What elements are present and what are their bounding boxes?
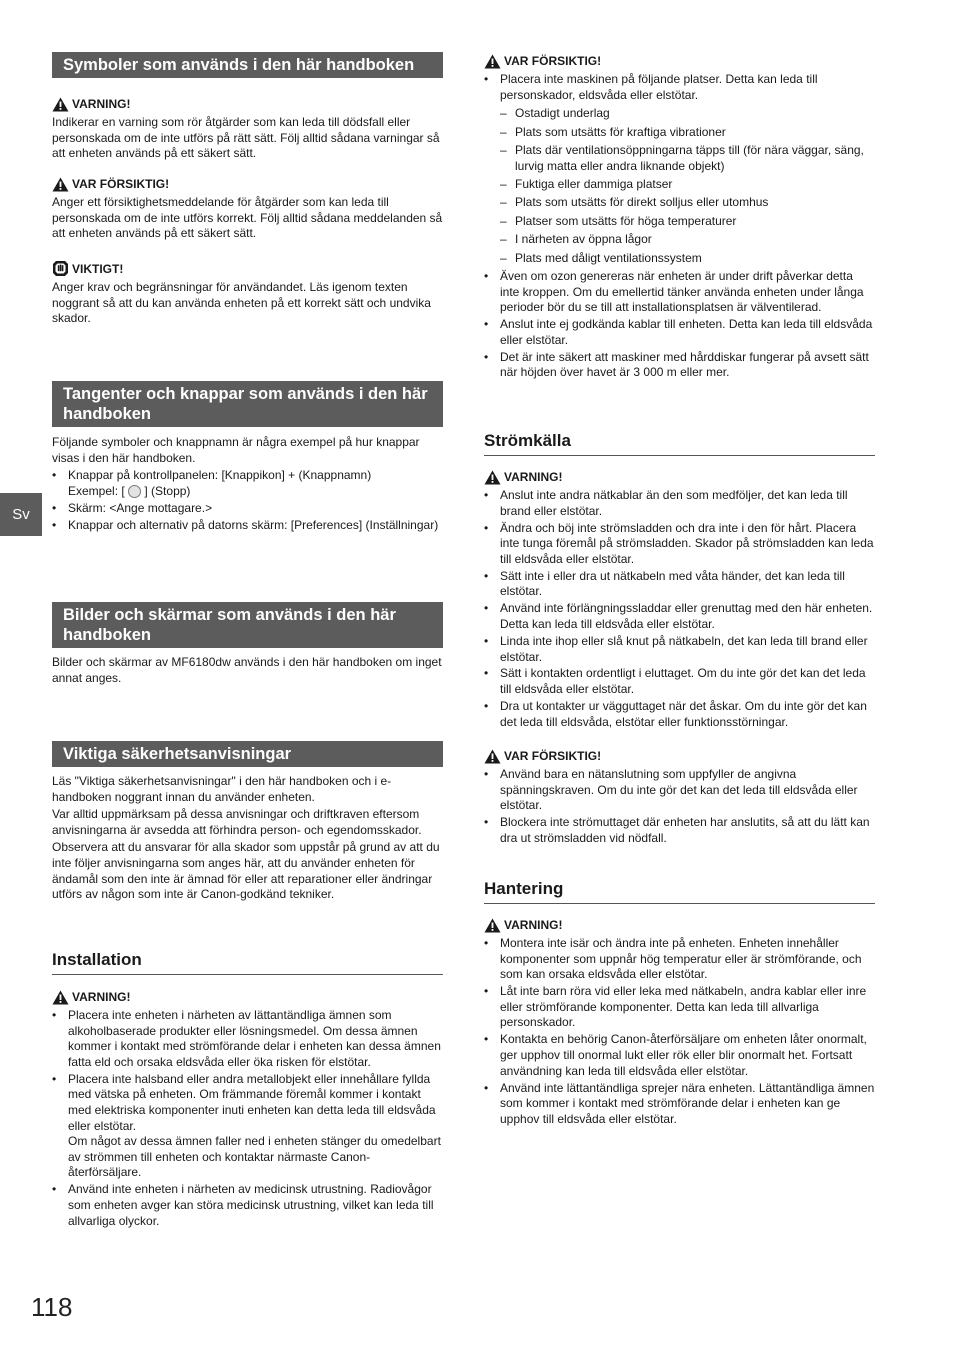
keys-item-panel: Knappar på kontrollpanelen: [Knappikon] + (Knappnamn) — [68, 468, 372, 483]
list-item: • Kontakta en behörig Canon-återförsäljare om enheten låter onormalt, ger upphov till onormal lukt eller rök eller blir onormalt het. Fortsatt användning kan leda till eldsvåda eller elstötar. — [484, 1032, 875, 1079]
power-warning-block — [484, 469, 875, 732]
warning-triangle-icon — [484, 54, 501, 69]
list-item-continuation: Om något av dessa ämnen faller ned i enheten stänger du omedelbart av strömmen till enheten och kontaktar närmaste Canon-återförsäljare. — [68, 1134, 441, 1180]
list-item: • Blockera inte strömuttaget där enheten har anslutits, så att du lätt kan dra ut strömsladden vid nödfall. — [484, 815, 875, 846]
safety-paragraph: Var alltid uppmärksam på dessa anvisningar och driftkraven eftersom anvisningarna är avsedda att förhindra person- och egendomsskador. — [52, 807, 422, 837]
important-label: VIKTIGT! — [72, 261, 124, 276]
keys-example-suffix: ] (Stopp) — [144, 483, 191, 498]
list-item: • Knappar och alternativ på datorns skärm: [Preferences] (Inställningar) — [52, 518, 443, 534]
caution-heading — [484, 748, 875, 764]
section-header-keys: Tangenter och knappar som används i den här handboken — [52, 381, 443, 427]
section-header-images: Bilder och skärmar som används i den här handboken — [52, 602, 443, 648]
list-item: • Anslut inte andra nätkablar än den som medföljer, det kan leda till brand eller elstötar. — [484, 488, 875, 519]
keys-content — [52, 435, 443, 535]
list-item: • Dra ut kontakter ur vägguttaget när det åskar. Om du inte gör det kan det leda till eldsvåda, elstötar eller funktionsstörningar. — [484, 699, 875, 730]
warning-heading — [52, 96, 443, 112]
warning-heading — [484, 917, 875, 933]
caution-label: VAR FÖRSIKTIG! — [72, 177, 170, 191]
warning-label: VARNING! — [72, 990, 131, 1004]
sublist-item: – Platser som utsätts för höga temperaturer — [484, 214, 875, 230]
handling-warning-block — [484, 917, 875, 1129]
safety-paragraph: Läs "Viktiga säkerhetsanvisningar" i den här handboken och i e-handboken noggrant innan du använder enheten. — [52, 774, 392, 804]
list-item-text: Placera inte maskinen på följande platser. Detta kan leda till personskador, eldsvåda eller elstötar. — [500, 72, 818, 102]
sublist-item: – Fuktiga eller dammiga platser — [484, 177, 875, 193]
installation-caution-block — [484, 53, 875, 382]
warning-triangle-icon — [52, 990, 69, 1005]
section-heading-installation: Installation — [52, 950, 443, 975]
handling-warning-list — [484, 936, 875, 1127]
list-item: • Använd inte enheten i närheten av medicinsk utrustning. Radiovågor som enheten avger kan störa medicinsk utrustning, vilket kan leda till allvarliga olyckor. — [52, 1182, 443, 1229]
stop-key-icon — [128, 485, 141, 498]
keys-example-prefix: Exempel: [ — [68, 483, 125, 498]
safety-paragraph: Observera att du ansvarar för alla skador som uppstår på grund av att du inte följer anvisningarna som anges här, att du använder enheten för ändamål som den inte är ämnad för eller att reparationer eller ändringar utförs av någon som inte är Canon-godkänd tekniker. — [52, 840, 440, 902]
installation-caution-list — [484, 72, 875, 381]
language-tab — [0, 493, 42, 536]
sublist-item: – Plats som utsätts för direkt solljus eller utomhus — [484, 195, 875, 211]
important-icon — [52, 260, 69, 277]
list-item: • Ändra och böj inte strömsladden och dra inte i den för hårt. Placera inte tunga föremål på strömsladden. Skador på strömsladden kan leda till eldsvåda eller elstötar. — [484, 521, 875, 568]
warning-label: VARNING! — [72, 97, 131, 111]
power-warning-list — [484, 488, 875, 730]
symbols-warning-block — [52, 96, 443, 162]
section-heading-handling: Hantering — [484, 879, 875, 904]
list-item: • Placera inte enheten i närheten av lättantändliga ämnen som alkoholbaserade produkter eller lösningsmedel. Om dessa ämnen kommer i kontakt med strömförande delar i enheten kan dessa ämnen fatta eld och orsaka eldsvåda eller öka risken för elstötar. — [52, 1008, 443, 1070]
images-description: Bilder och skärmar av MF6180dw används i den här handboken om inget annat anges. — [52, 655, 442, 685]
power-caution-block — [484, 748, 875, 848]
warning-label: VARNING! — [504, 918, 563, 932]
sublist-item: – Plats där ventilationsöppningarna täpps till (för nära väggar, säng, lurvig matta eller andra liknande objekt) — [484, 143, 875, 174]
list-item: • Använd inte förlängningssladdar eller grenuttag med den här enheten. Detta kan leda till eldsvåda eller elstötar. — [484, 601, 875, 632]
list-item — [52, 468, 443, 499]
installation-warning-list — [52, 1008, 443, 1229]
installation-warning-block — [52, 989, 443, 1230]
warning-description: Indikerar en varning som rör åtgärder som kan leda till dödsfall eller personskada om de inte utförs på rätt sätt. Följ alltid sådana varningar så att enheten används på ett säkert sätt. — [52, 115, 440, 161]
caution-heading — [52, 176, 443, 192]
keys-list — [52, 468, 443, 533]
page-number: 118 — [31, 1292, 73, 1322]
list-item: • Använd inte lättantändliga sprejer nära enheten. Lättantändliga ämnen som kommer i kontakt med strömförande delar i enheten kan ge upphov till eldsvåda eller elstötar. — [484, 1081, 875, 1128]
caution-label: VAR FÖRSIKTIG! — [504, 749, 602, 763]
warning-triangle-icon — [52, 177, 69, 192]
section-header-symbols: Symboler som används i den här handboken — [52, 52, 443, 78]
list-item: • Det är inte säkert att maskiner med hårddiskar fungerar på avsett sätt när höjden över havet är 3 000 m eller mer. — [484, 350, 875, 381]
list-item — [484, 72, 875, 266]
symbols-caution-block — [52, 176, 443, 242]
list-item: • Anslut inte ej godkända kablar till enheten. Detta kan leda till eldsvåda eller elstötar. — [484, 317, 875, 348]
list-item — [52, 1072, 443, 1181]
sublist-item: – Plats som utsätts för kraftiga vibrationer — [484, 125, 875, 141]
important-heading — [52, 260, 443, 277]
location-sublist — [484, 106, 875, 266]
list-item: • Sätt i kontakten ordentligt i eluttaget. Om du inte gör det kan det leda till eldsvåda eller elstötar. — [484, 666, 875, 697]
warning-label: VARNING! — [504, 470, 563, 484]
warning-heading — [484, 469, 875, 485]
important-description: Anger krav och begränsningar för användandet. Läs igenom texten noggrant så att du kan använda enheten på ett korrekt sätt och undvika skador. — [52, 280, 431, 326]
list-item: • Låt inte barn röra vid eller leka med nätkabeln, andra kablar eller inre eller strömförande komponenter. Detta kan leda till allvarliga personskador. — [484, 984, 875, 1031]
list-item: • Skärm: <Ange mottagare.> — [52, 501, 443, 517]
section-header-safety: Viktiga säkerhetsanvisningar — [52, 741, 443, 767]
warning-triangle-icon — [52, 97, 69, 112]
list-item: • Använd bara en nätanslutning som uppfyller de angivna spänningskraven. Om du inte gör det kan det leda till eldsvåda eller elstötar. — [484, 767, 875, 814]
sublist-item: – Ostadigt underlag — [484, 106, 875, 122]
section-heading-power: Strömkälla — [484, 431, 875, 456]
warning-heading — [52, 989, 443, 1005]
list-item-text: Placera inte halsband eller andra metallobjekt eller innehållare fyllda med vätska på enheten. Om främmande föremål kommer i kontakt med elektriska komponenter inuti enheten kan detta leda till eldsvåda eller elstötar. — [68, 1071, 436, 1133]
power-caution-list — [484, 767, 875, 846]
list-item: • Montera inte isär och ändra inte på enheten. Enheten innehåller komponenter som uppnår hög temperatur eller är strömförande, och som kan orsaka eldsvåda eller elstötar. — [484, 936, 875, 983]
safety-content — [52, 774, 443, 903]
sublist-item: – Plats med dåligt ventilationssystem — [484, 251, 875, 267]
warning-triangle-icon — [484, 749, 501, 764]
language-tab-label: Sv — [12, 506, 30, 523]
keys-intro: Följande symboler och knappnamn är några exempel på hur knappar visas i den här handboken. — [52, 435, 420, 465]
caution-label: VAR FÖRSIKTIG! — [504, 54, 602, 68]
list-item: • Även om ozon genereras när enheten är under drift påverkar detta inte kroppen. Om du emellertid tänker använda enheten under långa perioder bör du se till att installationsplatsen är välventilerad. — [484, 269, 875, 316]
warning-triangle-icon — [484, 918, 501, 933]
sublist-item: – I närheten av öppna lågor — [484, 232, 875, 248]
symbols-important-block — [52, 260, 443, 327]
caution-heading — [484, 53, 875, 69]
caution-description: Anger ett försiktighetsmeddelande för åtgärder som kan leda till personskada om de inte utförs korrekt. Följ alltid sådana meddelanden så att enheten används på ett säkert sätt. — [52, 195, 443, 241]
warning-triangle-icon — [484, 470, 501, 485]
list-item: • Sätt inte i eller dra ut nätkabeln med våta händer, det kan leda till elstötar. — [484, 569, 875, 600]
list-item: • Linda inte ihop eller slå knut på nätkabeln, det kan leda till brand eller elstötar. — [484, 634, 875, 665]
